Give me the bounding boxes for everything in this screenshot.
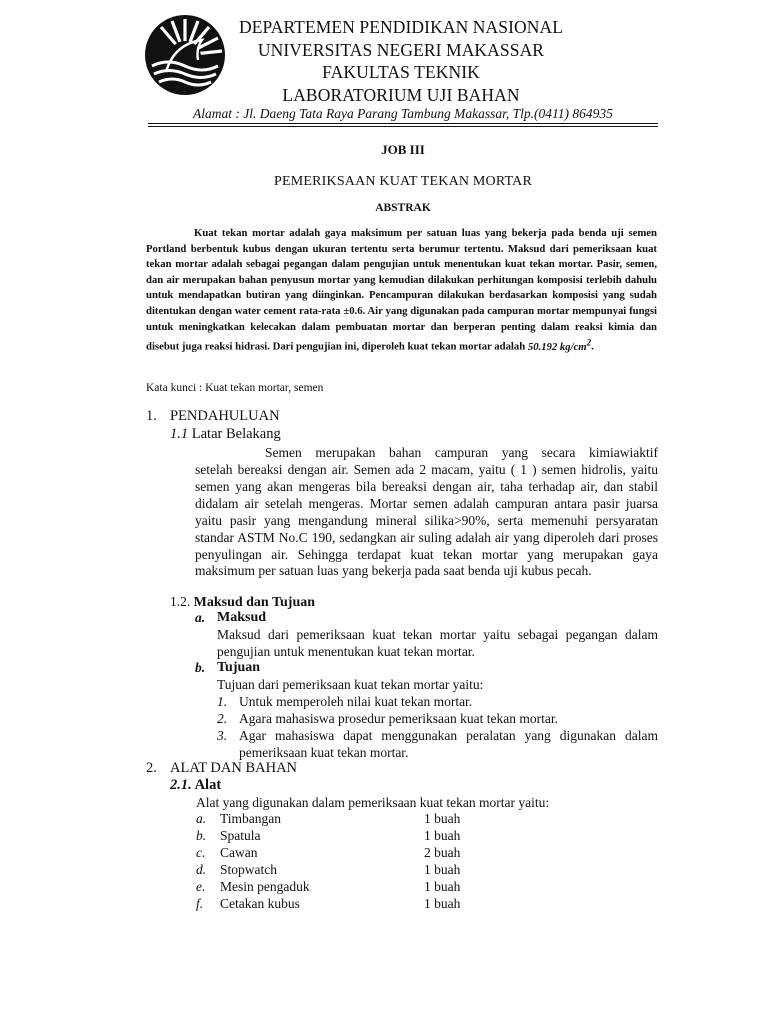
paragraph: Tujuan dari pemeriksaan kuat tekan mortar yaitu: — [217, 677, 484, 692]
item-heading: Maksud — [217, 610, 267, 625]
abstract-heading: ABSTRAK — [375, 202, 431, 214]
tool-row: c. Cawan 2 buah — [196, 845, 461, 860]
document-title: PEMERIKSAAN KUAT TEKAN MORTAR — [273, 174, 533, 189]
paragraph: Alat yang digunakan dalam pemeriksaan kuat tekan mortar yaitu: — [196, 795, 550, 810]
abstract-result: 50.192 $kg/cm^2$ — [527, 337, 592, 353]
letterhead-line: FAKULTAS TEKNIK — [322, 62, 480, 82]
section-title: PENDAHULUAN — [170, 408, 280, 424]
subsection-heading: 1.2. Maksud dan Tujuan — [170, 594, 316, 610]
job-label: JOB III — [381, 142, 425, 157]
abstract-body — [146, 226, 657, 355]
tool-row: b. Spatula 1 buah — [196, 828, 461, 843]
tool-row: a. Timbangan 1 buah — [196, 811, 461, 826]
document-page: DEPARTEMEN PENDIDIKAN NASIONAL UNIVERSITAS NEGERI MAKASSAR FAKULTAS TEKNIK LABORATORIUM UJI BAHAN Alamat : Jl. Daeng Tata Raya Parang Tambung Makassar, Tlp.(0411) 864935 JOB III PEMERIKSAAN KUAT TEKAN MORTAR ABSTRAK Kuat tekan mortar adalah gaya maksimum per satuan luas yang bekerja pada benda uji semen Portland berbentuk kubus dengan ukuran tertentu serta berumur tertentu. Maksud dari pemeriksaan kuat tekan mortar adalah sebagai pegangan dalam pengujian untuk menentukan kuat tekan mortar. Pasir, semen, dan air merupakan bahan penyusun mortar yang kemudian dilakukan perhitungan komposisi terlebih dahulu untuk mendapatkan butiran yang diinginkan. Pencampuran dilakukan berdasarkan komposisi yang sudah ditentukan dengan water cement rata-rata ±0.6. Air yang digunakan pada campuran mortar mempunyai fungsi untuk meningkatkan kelecakan dalam pembuatan mortar dan berperan penting dalam reaksi kimia dan disebut juga reaksi hidrasi. Dari pengujian ini, diperoleh kuat tekan mortar adalah 50.192 $kg/cm^2$. Kata kunci : Kuat tekan mortar, semen 1. PENDAHULUAN 1.1 Latar Belakang Semen merupakan bahan campuran yang secara kimiawiaktif setelah bereaksi dengan air. Semen ada 2 macam, yaitu ( 1 ) semen hidrolis, yaitu semen yang akan mengeras bila bereaksi dengan air, taha terhadap air, dan stabil didalam air setelah mengeras. Mortar semen adalah campuran antara pasir juarsa yaitu pasir yang mengandung mineral silika>90%, serta memenuhi persyaratan standar ASTM No.C 190, sedangkan air suling adalah air yang diperoleh dari proses penyulingan air. Sehingga terdapat kuat tekan mortar yang merupakan gaya maksimum per satuan luas yang bekerja pada saat benda uji kubus pecah. 1.2. Maksud dan Tujuan a. Maksud Maksud dari pemeriksaan kuat tekan mortar yaitu sebagai pegangan dalam pengujian untuk menentukan kuat tekan mortar. b. Tujuan Tujuan dari pemeriksaan kuat tekan mortar yaitu: 1. Untuk memperoleh nilai kuat tekan mortar. 2. Agara mahasiswa prosedur pemeriksaan kuat tekan mortar. 3. Agar mahasiswa dapat menggunakan peralatan yang digunakan dalam pemeriksaan kuat tekan mortar. 2. ALAT DAN BAHAN 2.1. Alat Alat yang digunakan dalam pemeriksaan kuat tekan mortar yaitu: a. Timbangan 1 buah b. Spatula 1 buah c. Cawan 2 buah d. Stopwatch 1 buah e. Mesin pengaduk 1 buah f. Cetakan kubus 1 buah — [0, 0, 768, 1024]
section-number: 1. — [146, 408, 157, 424]
list-letter: b. — [195, 660, 206, 675]
tool-row: e. Mesin pengaduk 1 buah — [196, 879, 461, 894]
university-logo-icon — [144, 14, 226, 96]
paragraph: setelah bereaksi dengan air. Semen ada 2 macam, yaitu ( 1 ) semen hidrolis, yaitu semen yang akan mengeras bila bereaksi dengan air, taha terhadap air, dan stabil didalam air setelah mengeras. Mortar semen adalah campuran antara pasir juarsa yaitu pasir yang mengandung mineral silika>90%, serta memenuhi persyaratan standar ASTM No.C 190, sedangkan air suling adalah air yang diperoleh dari proses penyulingan air. Sehingga terdapat kuat tekan mortar yang merupakan gaya maksimum per satuan luas yang bekerja pada saat benda uji kubus pecah. — [195, 462, 658, 579]
tool-row: f. Cetakan kubus 1 buah — [196, 896, 461, 911]
list-letter: a. — [195, 610, 206, 625]
paragraph: Maksud dari pemeriksaan kuat tekan mortar yaitu sebagai pegangan dalam pengujian untuk menentukan kuat tekan mortar. — [217, 627, 658, 659]
section-title: ALAT DAN BAHAN — [170, 760, 298, 776]
header-divider — [148, 123, 658, 124]
paragraph-first-line: Semen merupakan bahan campuran yang secara kimiawiaktif — [265, 445, 658, 460]
letterhead — [226, 16, 576, 106]
subsection-heading: 2.1. Alat — [170, 777, 222, 793]
subsection-heading: 1.1 Latar Belakang — [170, 426, 281, 442]
tool-row: d. Stopwatch 1 buah — [196, 862, 461, 877]
list-item: 3. Agar mahasiswa dapat menggunakan peralatan yang digunakan dalam pemeriksaan kuat tekan mortar. — [217, 728, 658, 760]
letterhead-line: UNIVERSITAS NEGERI MAKASSAR — [257, 39, 545, 60]
abstract-text: Kuat tekan mortar adalah gaya maksimum per satuan luas yang bekerja pada benda uji semen Portland berbentuk kubus dengan ukuran tertentu serta berumur tertentu. Maksud dari pemeriksaan kuat tekan mortar adalah sebagai pegangan dalam pengujian untuk menentukan kuat tekan mortar. Pasir, semen, dan air merupakan bahan penyusun mortar yang kemudian dilakukan perhitungan komposisi terlebih dahulu untuk mendapatkan butiran yang diinginkan. Pencampuran dilakukan berdasarkan komposisi yang sudah ditentukan dengan water cement rata-rata ±0.6. Air yang digunakan pada campuran mortar mempunyai fungsi untuk meningkatkan kelecakan dalam pembuatan mortar dan berperan penting dalam reaksi kimia dan disebut juga reaksi hidrasi. Dari pengujian ini, diperoleh kuat tekan mortar adalah — [146, 227, 657, 353]
keywords: Kata kunci : Kuat tekan mortar, semen — [146, 382, 324, 394]
item-heading: Tujuan — [217, 660, 261, 675]
abstract-text-end: . — [591, 340, 594, 353]
header-divider — [148, 126, 658, 127]
letterhead-line: LABORATORIUM UJI BAHAN — [282, 84, 520, 105]
letterhead-line: DEPARTEMEN PENDIDIKAN NASIONAL — [238, 17, 564, 37]
section-number: 2. — [146, 760, 157, 776]
letterhead-address: Alamat : Jl. Daeng Tata Raya Parang Tambung Makassar, Tlp.(0411) 864935 — [193, 106, 613, 121]
